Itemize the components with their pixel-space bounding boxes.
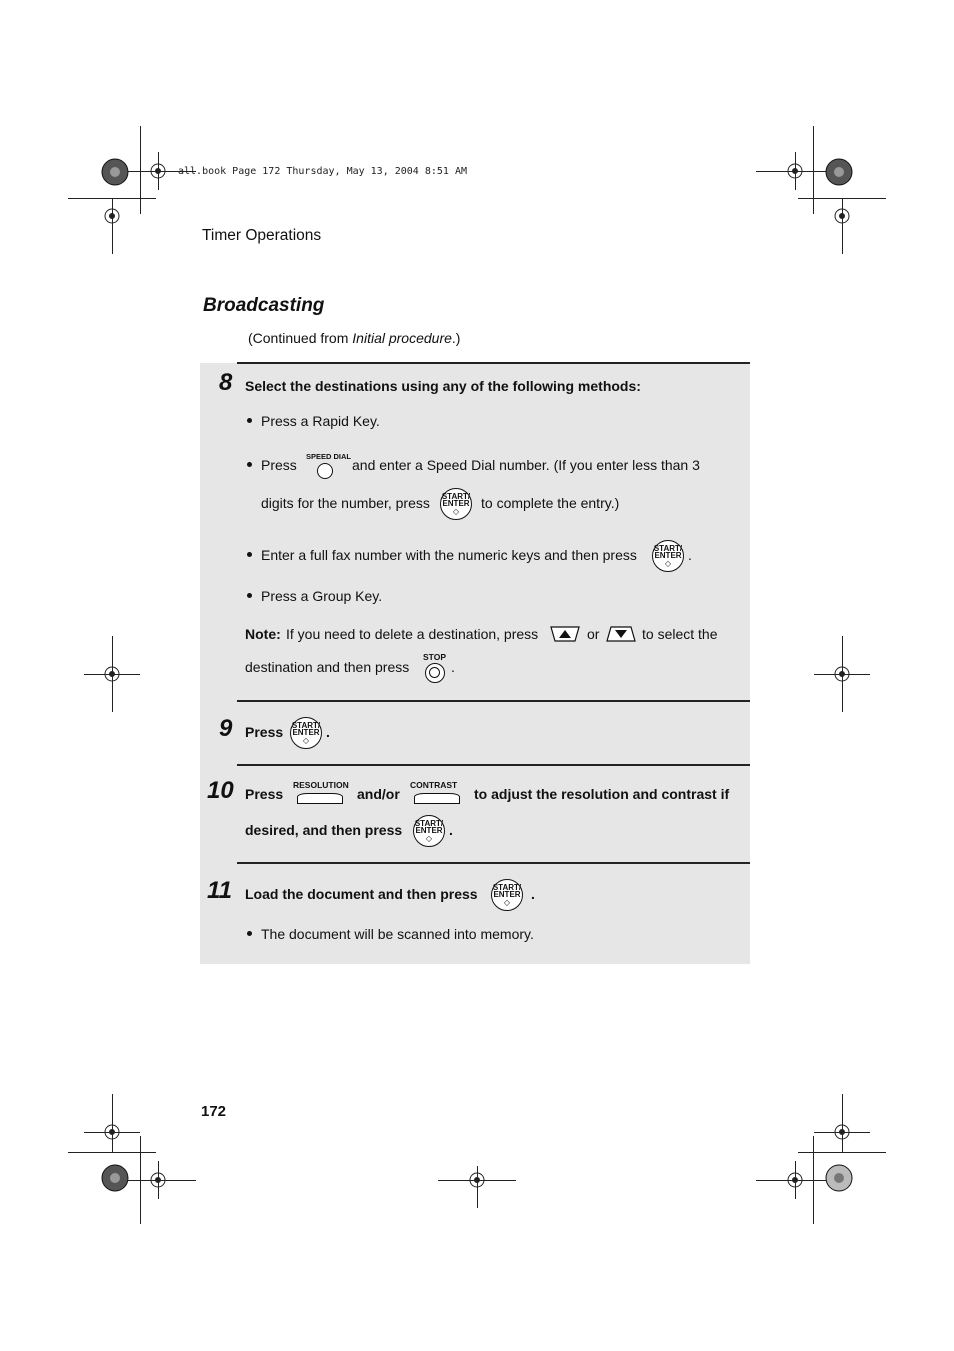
step-number: 8 [219,369,233,396]
resolution-key-label: RESOLUTION [293,780,349,790]
note-text: to select the [642,626,718,642]
start-enter-key-icon[interactable]: START/ ENTER ◇ [413,815,445,847]
punctuation: . [688,547,692,563]
bullet-dot [247,593,252,598]
contrast-key-icon[interactable] [414,793,460,804]
step-text: Load the document and then press [245,886,478,902]
punctuation: . [451,659,455,675]
start-enter-key-icon[interactable]: START/ ENTER ◇ [290,717,322,749]
bullet-text: Press [261,457,297,473]
speed-dial-key-label: SPEED DIAL [306,452,352,461]
note-text: If you need to delete a destination, press [286,626,539,642]
start-enter-key-icon[interactable]: START/ ENTER ◇ [440,488,472,520]
note-or: or [587,626,600,642]
bullet-text: digits for the number, press [261,495,430,511]
continued-suffix: .) [451,330,461,346]
step-text: Press [245,786,284,802]
bullet-text: The document will be scanned into memory. [261,926,534,942]
page-number: 172 [201,1103,227,1120]
resolution-key-icon[interactable] [297,793,343,804]
step-number: 9 [219,715,233,742]
start-enter-key-icon[interactable]: START/ ENTER ◇ [491,879,523,911]
step-number: 11 [207,877,232,904]
note-label: Note: [245,626,281,642]
start-enter-key-icon[interactable]: START/ ENTER ◇ [652,540,684,572]
step9-rule [237,700,750,702]
bullet-text: Press a Rapid Key. [261,413,380,429]
step11-rule [237,862,750,864]
bullet-dot [247,931,252,936]
bullet-text: and enter a Speed Dial number. (If you enter less than 3 [352,457,700,473]
contrast-key-label: CONTRAST [410,780,458,790]
step-text: to adjust the resolution and contrast if [474,786,730,802]
up-arrow-key-icon[interactable] [550,626,580,642]
punctuation: . [326,724,330,740]
step-number: 10 [207,777,234,804]
bullet-dot [247,462,252,467]
panel-top-rule [237,362,750,364]
bullet-text: Press a Group Key. [261,588,383,604]
note-text: destination and then press [245,659,410,675]
print-header-stamp: all.book Page 172 Thursday, May 13, 2004 8:51 AM [178,166,467,177]
step-text: and/or [357,786,400,802]
speed-dial-key-icon[interactable] [317,463,333,479]
continued-link-text: Initial procedure [352,330,452,346]
stop-key-label: STOP [423,652,446,662]
bullet-dot [247,418,252,423]
step-text: desired, and then press [245,822,403,838]
down-arrow-key-icon[interactable] [606,626,636,642]
continued-prefix: (Continued from [248,330,353,346]
page-title: Broadcasting [203,295,325,316]
step10-rule [237,764,750,766]
punctuation: . [449,822,453,838]
bullet-text: Enter a full fax number with the numeric keys and then press [261,547,637,563]
bullet-dot [247,552,252,557]
bullet-text: to complete the entry.) [481,495,620,511]
step-text: Press [245,724,284,740]
continued-note [248,330,460,346]
punctuation: . [531,886,535,902]
section-label: Timer Operations [202,227,322,244]
step-heading: Select the destinations using any of the following methods: [245,378,641,394]
stop-key-icon[interactable] [425,663,445,683]
